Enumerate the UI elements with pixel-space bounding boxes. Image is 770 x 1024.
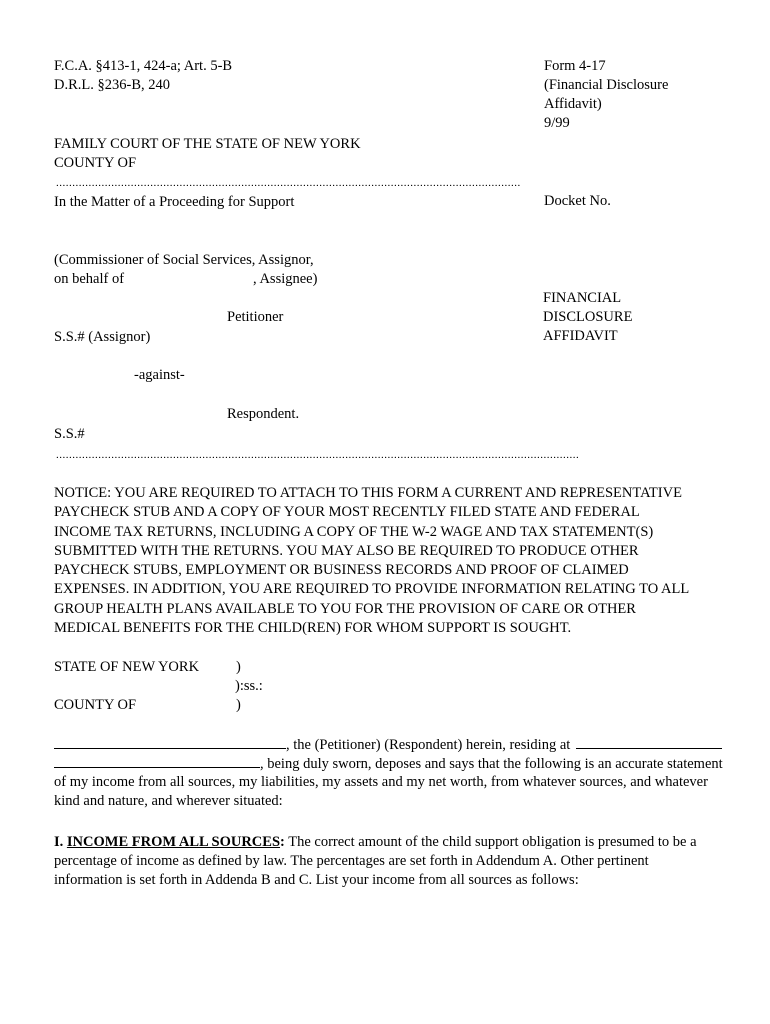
notice-line: EXPENSES. IN ADDITION, YOU ARE REQUIRED TO PROVIDE INFORMATION RELATING TO ALL — [54, 581, 690, 598]
notice-line: PAYCHECK STUBS, EMPLOYMENT OR BUSINESS RECORDS AND PROOF OF CLAIMED — [54, 562, 629, 579]
dotted-rule-top: ............................................................................................................................................... — [56, 177, 521, 189]
matter-title: In the Matter of a Proceeding for Support — [54, 194, 295, 210]
against-label: -against- — [134, 367, 185, 383]
section-1-line-2: percentage of income as defined by law. The percentages are set forth in Addendum A. Other pertinent — [54, 853, 649, 869]
notice-line: PAYCHECK STUB AND A COPY OF YOUR MOST RECENTLY FILED STATE AND FEDERAL — [54, 504, 640, 521]
notice-line: MEDICAL BENEFITS FOR THE CHILD(REN) FOR WHOM SUPPORT IS SOUGHT. — [54, 620, 572, 637]
venue-county: COUNTY OF — [54, 697, 137, 713]
dotted-rule-bottom: ................................................................................................................................................................. — [56, 449, 580, 461]
assignee-label: , Assignee) — [253, 271, 318, 287]
oath-line-1: , the (Petitioner) (Respondent) herein, residing at — [54, 735, 722, 755]
form-number: Form 4-17 — [544, 58, 606, 74]
form-date: 9/99 — [544, 115, 570, 131]
oath-line-2: , being duly sworn, deposes and says that the following is an accurate statement — [54, 754, 723, 774]
oath-line-4: kind and nature, and wherever situated: — [54, 793, 283, 809]
venue-paren-open: ) — [236, 659, 241, 675]
venue-state: STATE OF NEW YORK — [54, 659, 200, 675]
doc-title-line1: FINANCIAL — [543, 290, 622, 306]
petitioner-label: Petitioner — [227, 309, 284, 325]
notice-line: GROUP HEALTH PLANS AVAILABLE TO YOU FOR THE PROVISION OF CARE OR OTHER — [54, 600, 636, 617]
form-name-line1: (Financial Disclosure — [544, 77, 669, 93]
oath-line-3: of my income from all sources, my liabilities, my assets and my net worth, from whatever sources, and whatever — [54, 774, 708, 790]
section-1-line-1: I. INCOME FROM ALL SOURCES: The correct amount of the child support obligation is presumed to be a — [54, 834, 697, 850]
county-label: COUNTY OF — [54, 155, 137, 171]
court-name: FAMILY COURT OF THE STATE OF NEW YORK — [54, 136, 361, 152]
form-name-line2: Affidavit) — [544, 96, 602, 112]
section-1-number: I. — [54, 834, 67, 850]
notice-block — [54, 484, 734, 638]
deponent-name-field[interactable] — [54, 735, 286, 749]
notice-line: INCOME TAX RETURNS, INCLUDING A COPY OF THE W-2 WAGE AND TAX STATEMENT(S) — [54, 523, 654, 540]
venue-paren-close: ) — [236, 697, 241, 713]
notice-line: NOTICE: YOU ARE REQUIRED TO ATTACH TO THIS FORM A CURRENT AND REPRESENTATIVE — [54, 485, 682, 501]
respondent-label: Respondent. — [227, 406, 300, 422]
doc-title-line3: AFFIDAVIT — [543, 328, 618, 344]
commissioner-line: (Commissioner of Social Services, Assignor, — [54, 252, 314, 268]
statute-citation-2: D.R.L. §236-B, 240 — [54, 77, 170, 93]
on-behalf-of: on behalf of — [54, 271, 125, 287]
ssn-label: S.S.# — [54, 426, 85, 442]
docket-label: Docket No. — [544, 193, 611, 209]
statute-citation-1: F.C.A. §413-1, 424-a; Art. 5-B — [54, 58, 233, 74]
ssn-assignor-label: S.S.# (Assignor) — [54, 329, 151, 345]
section-1-heading: INCOME FROM ALL SOURCES — [66, 834, 281, 850]
section-1-line-3: information is set forth in Addenda B and C. List your income from all sources as follows: — [54, 872, 579, 888]
residence-field[interactable] — [576, 735, 722, 749]
doc-title-line2: DISCLOSURE — [543, 309, 633, 325]
venue-ss: ):ss.: — [235, 678, 263, 694]
deponent-continuation-field[interactable] — [54, 754, 260, 768]
notice-line: SUBMITTED WITH THE RETURNS. YOU MAY ALSO BE REQUIRED TO PRODUCE OTHER — [54, 542, 639, 559]
